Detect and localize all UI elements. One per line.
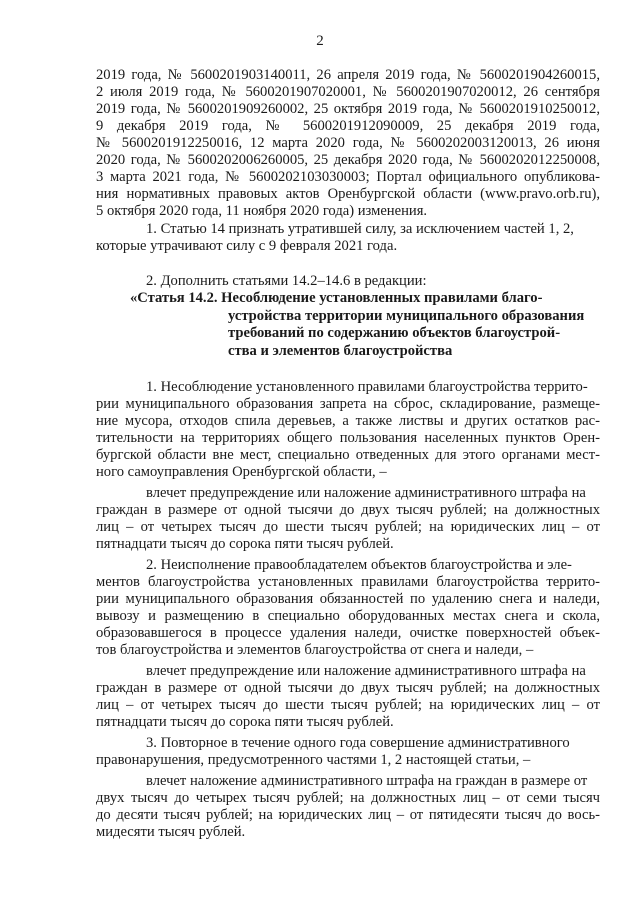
text-line: 3 марта 2021 года, № 5600202103030003; Портал официального опубликова- [96,169,600,185]
text-line: 2 июля 2019 года, № 5600201907020001, № 5600201907020012, 26 сентября [96,84,600,100]
text-line: рии муниципального образования запрета на сброс, складирование, размеще- [96,396,600,412]
paragraph-first-line: влечет наложение административного штрафа на граждан в размере от [146,773,588,789]
article-title: «Статья 14.2. Несоблюдение установленных правилами благо- [130,290,543,306]
text-line: ния нормативных правовых актов Оренбургской области (www.pravo.orb.ru), [96,186,600,202]
text-line: мидесяти тысяч рублей. [96,824,246,840]
paragraph-first-line: влечет предупреждение или наложение административного штрафа на [146,663,586,679]
text-line: ние мусора, отходов спила деревьев, а также листвы и других остатков рас- [96,413,600,429]
paragraph-first-line: влечет предупреждение или наложение административного штрафа на [146,485,586,501]
text-line: двух тысяч до четырех тысяч рублей; на должностных лиц – от семи тысяч [96,790,600,806]
text-line: лиц – от четырех тысяч до шести тысяч рублей; на юридических лиц – от [96,519,600,535]
text-line: 9 декабря 2019 года, № 5600201912090009, 25 декабря 2019 года, [96,118,600,134]
text-line: № 5600201912250016, 12 марта 2020 года, № 5600202003120013, 26 июня [96,135,600,151]
article-title: устройства территории муниципального образования [228,308,585,324]
text-line: тов благоустройства и элементов благоустройства от снега и наледи, – [96,642,534,658]
text-line: до десяти тысяч рублей; на юридических лиц – от пятидесяти тысяч до вось- [96,807,600,823]
page-number: 2 [316,33,324,49]
text-line: ментов благоустройства установленных правилами благоустройства террито- [96,574,600,590]
text-line: образовавшегося в процессе удаления наледи, очистке поверхностей объек- [96,625,600,641]
text-line: граждан в размере от одной тысячи до двух тысяч рублей; на должностных [96,502,600,518]
paragraph-first-line: 3. Повторное в течение одного года совершение административного [146,735,570,751]
paragraph-first-line: 1. Несоблюдение установленного правилами благоустройства террито- [146,379,588,395]
text-line: 2019 года, № 5600201909260002, 25 октября 2019 года, № 5600201910250012, [96,101,600,117]
text-line: пятнадцати тысяч до сорока пяти тысяч рублей. [96,714,394,730]
text-line: 2019 года, № 5600201903140011, 26 апреля 2019 года, № 5600201904260015, [96,67,600,83]
text-line: 2020 года, № 5600202006260005, 25 декабря 2020 года, № 5600202012250008, [96,152,600,168]
text-line: которые утрачивают силу с 9 февраля 2021 года. [96,238,398,254]
article-title: ства и элементов благоустройства [228,343,453,359]
paragraph-first-line: 1. Статью 14 признать утратившей силу, за исключением частей 1, 2, [146,221,574,237]
text-line: 5 октября 2020 года, 11 ноября 2020 года) изменения. [96,203,428,219]
text-line: бургской области вне мест, специально отведенных для этого органами мест- [96,447,600,463]
text-line: вывозу и размещению в специально оборудованных местах снега и скола, [96,608,600,624]
text-line: граждан в размере от одной тысячи до двух тысяч рублей; на должностных [96,680,600,696]
text-line: правонарушения, предусмотренного частями 1, 2 настоящей статьи, – [96,752,531,768]
text-line: ного самоуправления Оренбургской области, – [96,464,387,480]
text-line: тительности на территориях общего пользования населенных пунктов Орен- [96,430,600,446]
paragraph-first-line: 2. Дополнить статьями 14.2–14.6 в редакции: [146,273,427,289]
text-line: рии муниципального образования обязанностей по удалению снега и наледи, [96,591,600,607]
text-line: лиц – от четырех тысяч до шести тысяч рублей; на юридических лиц – от [96,697,600,713]
text-line: пятнадцати тысяч до сорока пяти тысяч рублей. [96,536,394,552]
article-title: требований по содержанию объектов благоустрой- [228,325,561,341]
paragraph-first-line: 2. Неисполнение правообладателем объектов благоустройства и эле- [146,557,572,573]
